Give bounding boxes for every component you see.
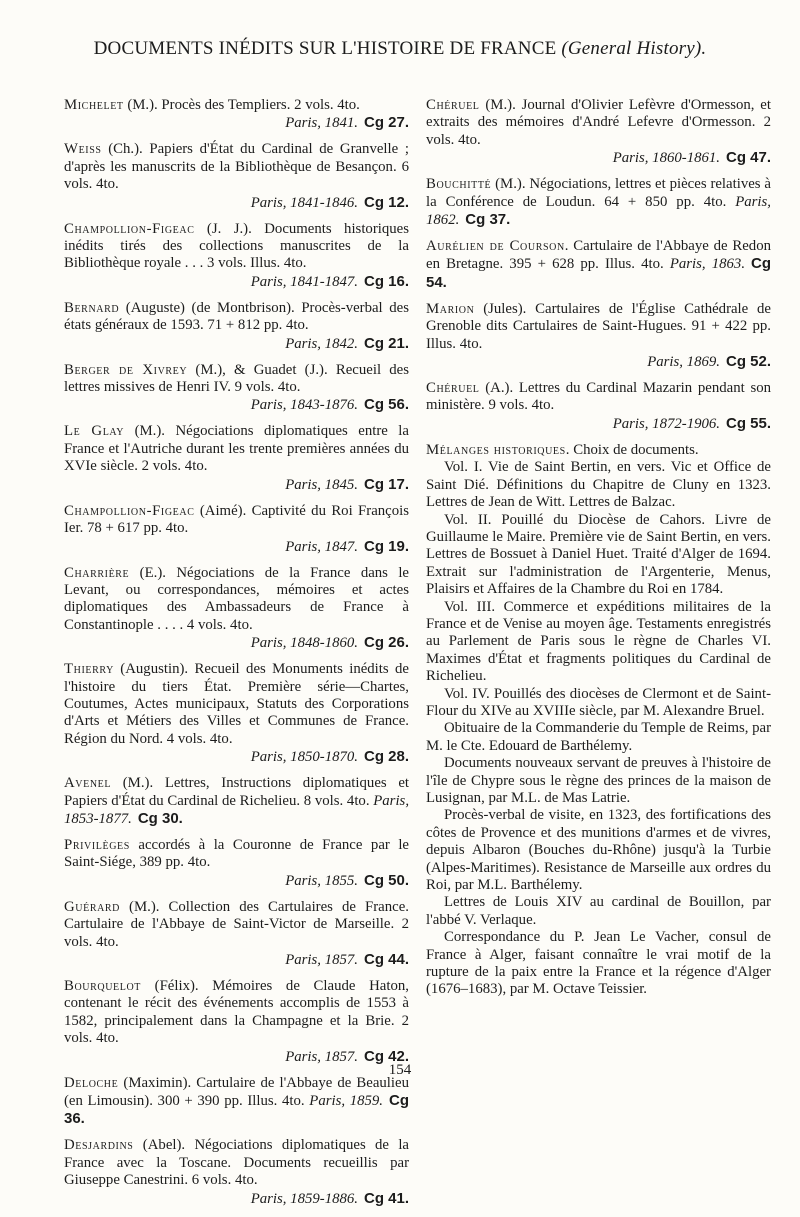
entry-author: Guérard: [64, 898, 120, 915]
entry-code: Cg 36.: [64, 1092, 410, 1128]
bibliography-entry: [426, 380, 771, 433]
entry-place-date: Paris, 1860-1861.: [612, 150, 720, 167]
entry-publication: [64, 396, 409, 414]
entry-publication: [64, 748, 409, 766]
entry-code: Cg 26.: [363, 634, 409, 652]
melanges-paragraph: Obituaire de la Commanderie du Temple de Reims, par M. le Cte. Edouard de Barthélemy.: [426, 720, 772, 754]
entry-place-date: Paris, 1843-1876.: [250, 397, 358, 414]
entry-publication: [64, 114, 409, 132]
entry-author: Chéruel: [426, 380, 480, 397]
entry-publication: [64, 1190, 409, 1208]
bibliography-entry: [64, 503, 409, 556]
entry-code: Cg 42.: [363, 1047, 409, 1065]
entry-description: (M.). Négociations, lettres et pièces relatives à la Conférence de Loudun. 64 + 850 pp. 4to.: [426, 176, 771, 210]
entry-description: (M.). Lettres, Instructions diplomatiques et Papiers d'État du Cardinal de Richelieu. 8 vols. 4to.: [64, 775, 409, 809]
entry-author: Michelet: [64, 97, 124, 113]
entry-code: Cg 41.: [363, 1189, 409, 1207]
entry-description: (Auguste) (de Montbrison). Procès-verbal des états généraux de 1593. 71 + 812 pp. 4to.: [64, 299, 409, 334]
entry-author: Desjardins: [64, 1137, 134, 1154]
entry-author: Mélanges historiques: [426, 441, 566, 458]
entry-place-date: Paris, 1848-1860.: [250, 635, 358, 652]
entry-place-date: Paris, 1841.: [285, 115, 358, 132]
entry-publication: [64, 273, 409, 291]
entry-description: (J. J.). Documents historiques inédits tirés des collections manuscrites de la Bibliothèque royale . . . 3 vols. Illus. 4to.: [64, 220, 409, 272]
entry-publication: [64, 335, 409, 353]
entry-description: (A.). Lettres du Cardinal Mazarin pendant son ministère. 9 vols. 4to.: [426, 380, 771, 414]
bibliography-entry: [64, 423, 409, 494]
entry-author: Marion: [426, 300, 475, 317]
bibliography-entry: [64, 565, 409, 653]
entry-author: Thierry: [64, 661, 114, 678]
bibliography-entry: [426, 301, 771, 372]
melanges-paragraph: Vol. III. Commerce et expéditions militaires de la France et de Venise au moyen âge. Testaments enregistrés au Parlement de Paris sous le règne de Charles VI. Maximes d'État et fragments politiques du Cardinal de Richelieu.: [426, 598, 771, 685]
entry-code: Cg 44.: [363, 951, 409, 968]
entry-author: Bernard: [64, 299, 120, 316]
melanges-paragraph: Procès-verbal de visite, en 1323, des fortifications des côtes de Provence et des munitions d'armes et de vivres, depuis Albaron (Bouches du-Rhône) jusqu'à la Turbie (Alpes-Maritimes). Resistance de Marseille aux ordres du Roi, par M.L. Barthélemy.: [426, 807, 771, 894]
entry-intro: . Choix de documents.: [565, 441, 699, 458]
page-subtitle: (General History).: [561, 38, 707, 59]
entry-code: Cg 30.: [137, 809, 183, 827]
entry-place-date: Paris, 1845.: [285, 476, 358, 493]
entry-description: (M.). Journal d'Olivier Lefèvre d'Ormesson, et extraits des mémoires d'André Lefevre d'Ormesson. 2 vols. 4to.: [426, 97, 771, 148]
entry-code: Cg 21.: [363, 334, 409, 352]
entry-publication: [64, 872, 409, 890]
entry-place-date: Paris, 1841-1847.: [250, 273, 358, 290]
entry-code: Cg 16.: [363, 272, 409, 290]
entry-publication: [426, 353, 771, 371]
entry-author: Deloche: [64, 1074, 119, 1091]
entry-place-date: Paris, 1863.: [669, 256, 746, 273]
entry-place-date: Paris, 1847.: [285, 538, 358, 555]
bibliography-entry: [64, 362, 409, 415]
entry-publication: [64, 951, 409, 969]
entry-author: Champollion-Figeac: [64, 502, 195, 519]
entry-place-date: Paris, 1853-1877.: [64, 792, 410, 827]
entry-description: (Aimé). Captivité du Roi François Ier. 78 + 617 pp. 4to.: [64, 502, 409, 537]
entry-place-date: Paris, 1850-1870.: [250, 749, 358, 766]
bibliography-entry: [64, 1137, 409, 1208]
entry-author: Berger de Xivrey: [64, 361, 188, 378]
page-number: 154: [388, 1062, 412, 1078]
entry-description: (Félix). Mémoires de Claude Haton, contenant le récit des événements accomplis de 1553 à 1582, principalement dans la Champagne et la Brie. 2 vols. 4to.: [64, 978, 409, 1047]
left-column: [64, 97, 409, 1217]
entry-author: Aurélien de Courson: [426, 238, 565, 255]
entry-author: Avenel: [64, 775, 112, 792]
entry-place-date: Paris, 1859.: [309, 1093, 384, 1110]
entry-code: Cg 47.: [725, 149, 771, 167]
entry-author: Weiss: [64, 141, 102, 158]
right-column-entries: [426, 97, 771, 433]
entry-publication: [426, 415, 771, 433]
bibliography-entry: [64, 775, 409, 828]
bibliography-entry: [64, 300, 409, 353]
entry-author: Champollion-Figeac: [64, 220, 195, 237]
entry-place-date: Paris, 1857.: [285, 952, 358, 968]
entry-description: accordés à la Couronne de France par le Saint-Siége, 389 pp. 4to.: [64, 836, 409, 871]
entry-code: Cg 55.: [725, 414, 771, 432]
melanges-paragraph: Documents nouveaux servant de preuves à l'histoire de l'île de Chypre sous le règne des princes de la maison de Lusignan, par M.L. de Mas Latrie.: [426, 755, 771, 806]
entry-author: Bouchitté: [426, 176, 492, 193]
entry-publication: [64, 194, 409, 212]
bibliography-entry: [426, 176, 771, 229]
melanges-paragraph: Vol. IV. Pouillés des diocèses de Clermont et de Saint-Flour du XIVe au XVIIIe siècle, par M. Alexandre Bruel.: [426, 685, 771, 719]
entry-code: Cg 56.: [363, 396, 409, 414]
bibliography-entry: [64, 221, 409, 292]
bibliography-entry: [64, 978, 409, 1066]
entry-place-date: Paris, 1862.: [426, 193, 771, 229]
melanges-paragraph: Vol. I. Vie de Saint Bertin, en vers. Vic et Office de Saint Dié. Définitions du Chapitre de Cluny en 1323. Lettres de Jean de Witt. Lettres de Balzac.: [426, 459, 771, 511]
entry-author: Le Glay: [64, 423, 125, 440]
melanges-paragraphs: [426, 459, 771, 999]
bibliography-entry: [426, 238, 771, 292]
entry-author: Charrière: [64, 564, 130, 581]
entry-place-date: Paris, 1842.: [285, 335, 358, 352]
entry-description: (Augustin). Recueil des Monuments inédits de l'histoire du tiers État. Première série—Chartes, Coutumes, Actes municipaux, Statuts des Corporations d'Arts et Métiers des Villes et Communes de France. Région du Nord. 4 vols. 4to.: [64, 661, 409, 747]
melanges-entry: [426, 442, 771, 999]
entry-description: . Cartulaire de l'Abbaye de Redon en Bretagne. 395 + 628 pp. Illus. 4to.: [426, 238, 771, 273]
right-column: [426, 97, 771, 1007]
entry-description: (M.), & Guadet (J.). Recueil des lettres missives de Henri IV. 9 vols. 4to.: [64, 361, 409, 396]
entry-code: Cg 50.: [363, 871, 409, 889]
entry-code: Cg 12.: [363, 193, 409, 211]
melanges-paragraph: Correspondance du P. Jean Le Vacher, consul de France à Alger, faisant connaître le vrai motif de la rupture de la paix entre la France et la régence d'Alger (1676–1683), par M. Octave Teissier.: [426, 929, 771, 998]
entry-description: (M.). Négociations diplomatiques entre la France et l'Autriche durant les trente premières années du XVIe siècle. 2 vols. 4to.: [64, 423, 409, 475]
entry-place-date: Paris, 1857.: [285, 1048, 358, 1065]
entry-place-date: Paris, 1855.: [285, 872, 358, 889]
entry-place-date: Paris, 1859-1886.: [250, 1190, 358, 1207]
entry-code: Cg 27.: [363, 114, 409, 132]
entry-description: (M.). Procès des Templiers. 2 vols. 4to.: [123, 97, 360, 113]
entry-author: Bourquelot: [64, 978, 141, 994]
entry-description: (M.). Collection des Cartulaires de France. Cartulaire de l'Abbaye de Saint-Victor de Marseille. 2 vols. 4to.: [64, 898, 409, 950]
bibliography-entry: [64, 661, 409, 766]
entry-description: (Abel). Négociations diplomatiques de la France avec la Toscane. Documents recueillis par Giuseppe Canestrini. 6 vols. 4to.: [64, 1137, 409, 1189]
bibliography-entry: [64, 837, 409, 890]
page-title: DOCUMENTS INÉDITS SUR L'HISTOIRE DE FRANCE: [93, 38, 557, 59]
entry-code: Cg 54.: [426, 255, 772, 291]
bibliography-entry: [64, 899, 409, 970]
bibliography-entry: [64, 97, 409, 133]
entry-description: (Ch.). Papiers d'État du Cardinal de Granvelle ; d'après les manuscrits de la Bibliothèque de Besançon. 6 vols. 4to.: [64, 141, 409, 193]
entry-place-date: Paris, 1869.: [647, 354, 720, 371]
entry-author: Privilèges: [64, 836, 130, 853]
bibliography-entry: [64, 141, 409, 212]
entry-code: Cg 37.: [465, 211, 511, 229]
entry-publication: [426, 149, 771, 167]
melanges-paragraph: Vol. II. Pouillé du Diocèse de Cahors. Livre de Guillaume le Maire. Première vie de Saint Bertin, en vers. Lettres de Bossuet à Daniel Huet. Traité d'Alger de 1694. Extrait sur l'administration de l'Argenterie, Menus, Plaisirs et Affaires de la Chambre du Roi en 1784.: [426, 511, 771, 598]
entry-publication: [64, 634, 409, 652]
melanges-paragraph: Lettres de Louis XIV au cardinal de Bouillon, par l'abbé V. Verlaque.: [426, 894, 771, 928]
entry-publication: [64, 538, 409, 556]
running-head: [0, 38, 800, 60]
entry-place-date: Paris, 1872-1906.: [612, 415, 720, 432]
entry-description: (Jules). Cartulaires de l'Église Cathédrale de Grenoble dits Cartulaires de Saint-Hugues. 91 + 422 pp. Illus. 4to.: [426, 300, 771, 352]
bibliography-entry: [426, 97, 771, 168]
entry-code: Cg 17.: [363, 475, 409, 493]
entry-publication: [64, 476, 409, 494]
bibliography-entry: [64, 1075, 409, 1129]
entry-description: (Maximin). Cartulaire de l'Abbaye de Beaulieu (en Limousin). 300 + 390 pp. Illus. 4to.: [64, 1074, 409, 1110]
entry-description: (E.). Négociations de la France dans le Levant, ou correspondances, mémoires et actes diplomatiques des Ambassadeurs de France à Constantinople . . . . 4 vols. 4to.: [64, 564, 409, 633]
entry-code: Cg 19.: [363, 537, 409, 555]
entry-place-date: Paris, 1841-1846.: [250, 194, 358, 211]
entry-code: Cg 28.: [363, 748, 409, 766]
entry-author: Chéruel: [426, 97, 480, 113]
entry-code: Cg 52.: [725, 353, 771, 371]
